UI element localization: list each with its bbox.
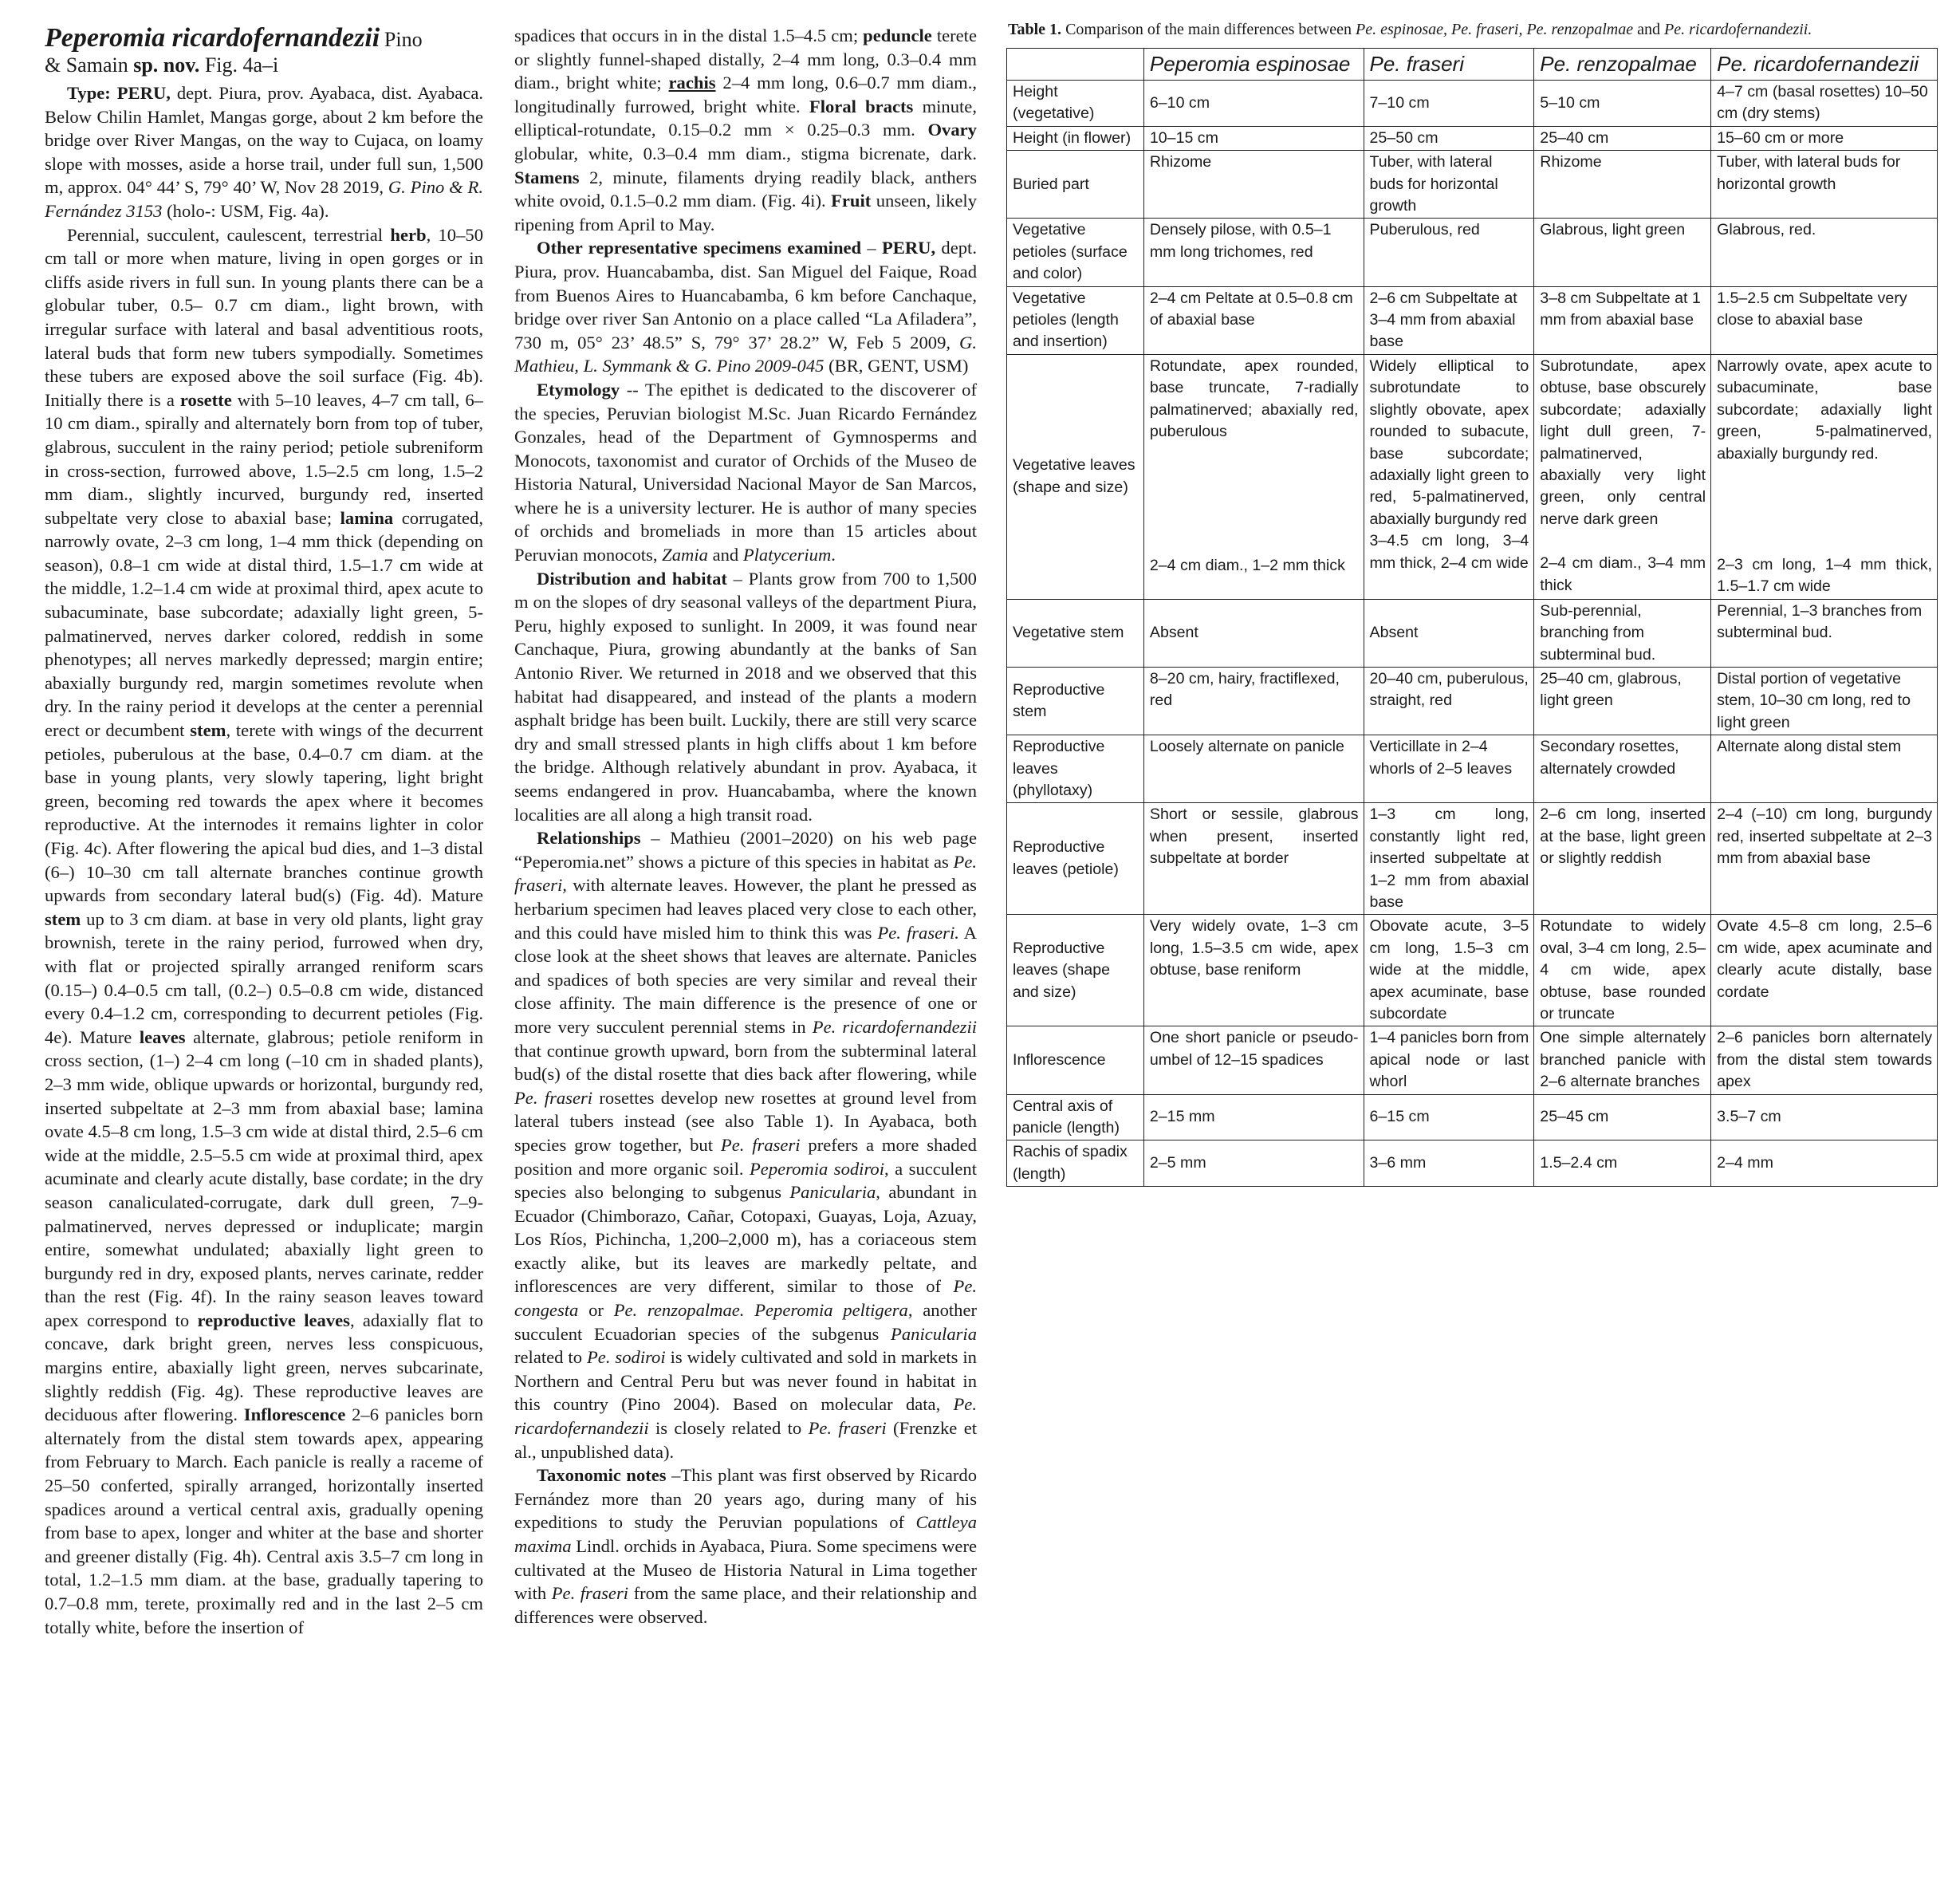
table-cell: Rotundate to widely oval, 3–4 cm long, 2.5–4 cm wide, apex obtuse, base rounded or truncate <box>1534 915 1711 1026</box>
leaf-shape: Subrotundate, apex obtuse, base obscurely subcordate; adaxially light dull green, 7-palmatinerved, abaxially very light green, only central nerve dark green <box>1540 357 1706 528</box>
distribution-heading: Distribution and habitat <box>537 568 727 589</box>
table-caption <box>1008 19 1938 40</box>
table-cell: 6–10 cm <box>1143 81 1364 127</box>
desc-text: unseen, likely ripening from April to May. <box>514 191 977 234</box>
rel-text: , abundant in Ecuador (Chimborazo, Cañar, Cotopaxi, Guayas, Loja, Azuay, Los Ríos, Pichincha, 1,200–2,000 m), has a coriaceous stem exactly alike, but its leaves are markedly peltate, and inflorescences are very different, similar to those of <box>514 1182 977 1297</box>
species-name: Pe. fraseri <box>720 1134 801 1155</box>
desc-text: , adaxially flat to concave, dark bright green, nerves less conspicuous, margins entire, abaxially light green, nerves subcarinate, slightly reddish (Fig. 4g). These reproductive leaves are deciduous after flowering. <box>45 1310 483 1425</box>
subgenus-name: Panicularia <box>789 1182 876 1203</box>
type-holotype: (holo-: USM, Fig. 4a). <box>167 200 329 221</box>
table-cell: 3–8 cm Subpeltate at 1 mm from abaxial base <box>1534 286 1711 354</box>
row-label: Rachis of spadix (length) <box>1007 1140 1144 1187</box>
leaf-size: 2–4 cm diam., 1–2 mm thick <box>1149 556 1345 574</box>
row-label: Vegetative leaves (shape and size) <box>1007 354 1144 599</box>
table-cell: 25–40 cm, glabrous, light green <box>1534 667 1711 735</box>
desc-text: globular, white, 0.3–0.4 mm diam., stigma bicrenate, dark. <box>514 143 977 163</box>
caption-species: Pe. espinosae, <box>1356 21 1448 38</box>
caption-text: Comparison of the main differences between <box>1065 21 1352 38</box>
specimens-heading: Other representative specimens examined <box>537 238 862 258</box>
table-cell: 25–40 cm <box>1534 126 1711 150</box>
table-cell: 2–15 mm <box>1143 1094 1364 1140</box>
table-cell <box>1534 354 1711 599</box>
table-cell: Perennial, 1–3 branches from subterminal bud. <box>1711 599 1938 667</box>
table-cell <box>1143 354 1364 599</box>
table-cell: 25–45 cm <box>1534 1094 1711 1140</box>
table-row <box>1007 81 1938 127</box>
rel-text: , a succulent species also belonging to subgenus <box>514 1158 977 1203</box>
table-cell: 6–15 cm <box>1364 1094 1534 1140</box>
row-label: Buried part <box>1007 151 1144 219</box>
row-label: Central axis of panicle (length) <box>1007 1094 1144 1140</box>
table-cell: 2–6 cm long, inserted at the base, light green or slightly reddish <box>1534 803 1711 915</box>
table-cell: Secondary rosettes, alternately crowded <box>1534 735 1711 803</box>
table-cell: One simple alternately branched panicle with 2–6 alternate branches <box>1534 1026 1711 1094</box>
table-cell: 2–4 mm <box>1711 1140 1938 1187</box>
species-name: Pe. renzopalmae. <box>613 1300 745 1321</box>
etymology-text: . <box>831 545 836 565</box>
desc-term: peduncle <box>863 26 932 45</box>
type-country: PERU, <box>116 83 171 103</box>
table-cell: 8–20 cm, hairy, fractiflexed, red <box>1143 667 1364 735</box>
table-cell: Sub-perennial, branching from subterminal bud. <box>1534 599 1711 667</box>
leaf-shape: Narrowly ovate, apex acute to subacuminate, base subcordate; adaxially light green, 5-palmatinerved, abaxially burgundy red. <box>1717 357 1932 463</box>
description-paragraph <box>45 223 483 1640</box>
caption-species: Pe. renzopalmae <box>1526 21 1634 38</box>
desc-term: leaves <box>139 1026 186 1047</box>
species-name: Peperomia peltigera <box>754 1300 908 1321</box>
table-cell: 10–15 cm <box>1143 126 1364 150</box>
species-heading-line2 <box>45 53 483 78</box>
table-row <box>1007 354 1938 599</box>
rel-text: rosettes develop new rosettes at ground level from lateral tubers instead (see also Table 1). In Ayabaca, both species grow together, but <box>514 1087 977 1155</box>
rel-text: with alternate leaves. However, the plant he pressed as herbarium specimen had leaves placed very close to each other, and this could have misled him to think this was <box>514 875 977 943</box>
rel-text: , another succulent Ecuadorian species of the subgenus <box>514 1300 977 1344</box>
subgenus-name: Panicularia <box>891 1323 977 1344</box>
species-name: Pe. sodiroi <box>586 1347 666 1368</box>
table-cell <box>1711 354 1938 599</box>
species-name: Pe. congesta <box>514 1276 977 1321</box>
table-row <box>1007 667 1938 735</box>
caption-text: and <box>1637 21 1661 38</box>
table-cell: Rhizome <box>1534 151 1711 219</box>
tax-text: –This plant was first observed by Ricardo Fernández more than 20 years ago, during many of his expeditions to study the Peruvian populations of <box>514 1465 977 1533</box>
header-cell: Pe. renzopalmae <box>1534 49 1711 81</box>
etymology-text: and <box>712 545 739 565</box>
sp-nov-label: sp. nov. <box>133 53 200 77</box>
desc-text: 2, minute, filaments drying readily black, anthers white ovoid, 0.1.5–0.2 mm diam. (Fig. 4i). <box>514 167 977 211</box>
table-cell: 25–50 cm <box>1364 126 1534 150</box>
caption-species: Pe. ricardofernandezii. <box>1664 21 1812 38</box>
type-label: Type: <box>67 83 111 103</box>
desc-term: Fruit <box>831 191 872 211</box>
etymology-text: -- The epithet is dedicated to the discoverer of the species, Peruvian biologist M.Sc. Juan Ricardo Fernández Gonzales, head of the Department of Gymnosperms and Monocots, taxonomist and curator of Orchids of the Museo de Historia Natural, Universidad Nacional Mayor de San Marcos, where he is a university lecturer. He is author of many species of orchids and bromeliads in more than 15 articles about Peruvian monocots, <box>514 379 977 565</box>
species-author: Pino <box>384 28 423 51</box>
table-cell: 20–40 cm, puberulous, straight, red <box>1364 667 1534 735</box>
distribution-text: – Plants grow from 700 to 1,500 m on the slopes of dry seasonal valleys of the department Piura, Peru, highly exposed to sunlight. In 2009, it was found near Canchaque, Piura, growing abundantly at the banks of San Antonio River. We returned in 2018 and we observed that this habitat had disappeared, and instead of the plants a modern asphalt bridge has been built. Luckily, there are still very scarce dry and small stressed plants in high cliffs about 1 km before the bridge. Although relatively abundant in prov. Ayabaca, it seems endangered in prov. Huancabamba, where the known localities are all along a high transit road. <box>514 568 977 825</box>
table-row <box>1007 126 1938 150</box>
table-cell: 1–3 cm long, constantly light red, inserted subpeltate at 1–2 mm from abaxial base <box>1364 803 1534 915</box>
table-row <box>1007 735 1938 803</box>
taxonomic-notes-heading: Taxonomic notes <box>537 1465 667 1486</box>
rel-text: prefers a more shaded position and more organic soil. <box>514 1134 977 1179</box>
species-name: Pe. fraseri. <box>877 922 959 943</box>
tax-text: Lindl. orchids in Ayabaca, Piura. Some specimens were cultivated at the Museo de Historia Natural in Lima together with <box>514 1536 977 1604</box>
table-row <box>1007 286 1938 354</box>
relationships-paragraph <box>514 826 977 1464</box>
table-cell: 2–4 cm Peltate at 0.5–0.8 cm of abaxial base <box>1143 286 1364 354</box>
row-label: Inflorescence <box>1007 1026 1144 1094</box>
table-row <box>1007 915 1938 1026</box>
desc-term: rachis <box>668 73 716 93</box>
table-cell: Rhizome <box>1143 151 1364 219</box>
table-row <box>1007 151 1938 219</box>
desc-term: stem <box>190 720 226 741</box>
table-cell: 5–10 cm <box>1534 81 1711 127</box>
table-row <box>1007 1026 1938 1094</box>
table-cell: Glabrous, red. <box>1711 219 1938 286</box>
description-continued <box>514 24 977 236</box>
desc-text: 2–6 panicles born alternately from the distal stem towards apex, appearing from February to March. Each panicle is really a raceme of 25–50 conferted, spirally arranged, horizontally inserted spadices around a vertical central axis, gradually opening from base to apex, longer and whiter at the base and shorter and greener distally (Fig. 4h). Central axis 3.5–7 cm long in total, 1.2–1.5 mm diam. at the base, gradually tapering to 0.7–0.8 mm, terete, proximally red and in the last 2–5 cm totally white, before the insertion of <box>45 1404 483 1637</box>
table-cell: 1.5–2.4 cm <box>1534 1140 1711 1187</box>
table-cell: 2–5 mm <box>1143 1140 1364 1187</box>
table-cell: 2–4 (–10) cm long, burgundy red, inserted subpeltate at 2–3 mm from abaxial base <box>1711 803 1938 915</box>
species-name: Pe. fraseri, <box>514 851 977 896</box>
table-cell: 2–6 panicles born alternately from the distal stem towards apex <box>1711 1026 1938 1094</box>
rel-text: (Frenzke et al., unpublished data). <box>514 1418 978 1462</box>
row-label: Height (vegetative) <box>1007 81 1144 127</box>
rel-text: or <box>588 1300 604 1321</box>
desc-term: Inflorescence <box>243 1404 346 1425</box>
desc-text: , 10–50 cm tall or more when mature, living in open gorges or in cliffs aside rivers in full sun. In young plants there can be a globular tuber, 0.5– 0.7 cm diam., light brown, with irregular surface with lateral and basal adventitious roots, lateral buds that form new tubers sympodially. Sometimes these tubers are exposed above the soil surface (Fig. 4b). Initially there is a <box>45 224 483 410</box>
specimens-country: PERU, <box>881 238 936 258</box>
species-name: Cattleya maxima <box>514 1512 977 1556</box>
table-row <box>1007 1094 1938 1140</box>
table-cell: Glabrous, light green <box>1534 219 1711 286</box>
leaf-size: 2–4 cm diam., 3–4 mm thick <box>1540 554 1706 594</box>
row-label: Reproductive leaves (phyllotaxy) <box>1007 735 1144 803</box>
row-label: Vegetative stem <box>1007 599 1144 667</box>
header-cell: Pe. fraseri <box>1364 49 1534 81</box>
row-label: Reproductive stem <box>1007 667 1144 735</box>
taxonomic-notes-paragraph <box>514 1464 977 1629</box>
species-name: Pe. ricardofernandezii <box>514 1394 977 1439</box>
table-cell: Verticillate in 2–4 whorls of 2–5 leaves <box>1364 735 1534 803</box>
genus-name: Zamia <box>662 545 708 565</box>
desc-term: Stamens <box>514 167 580 187</box>
table-cell: Absent <box>1364 599 1534 667</box>
table-cell: 1–4 panicles born from apical node or last whorl <box>1364 1026 1534 1094</box>
row-label: Vegetative petioles (length and insertion) <box>1007 286 1144 354</box>
desc-text: , terete with wings of the decurrent petioles, puberulous at the base, 0.4–0.7 cm diam. at the base in young plants, very slowly tapering, light bright green, becoming red towards the apex where it becomes reproductive. At the internodes it remains lighter in color (Fig. 4c). After flowering the apical bud dies, and 1–3 distal (6–) 10–30 cm tall alternate branches continue growth upwards from secondary lateral bud(s) (Fig. 4d). Mature <box>45 720 483 906</box>
row-label: Height (in flower) <box>1007 126 1144 150</box>
table-row <box>1007 599 1938 667</box>
tax-text: from the same place, and their relationship and differences were observed. <box>514 1583 978 1627</box>
header-cell: Pe. ricardofernandezii <box>1711 49 1938 81</box>
desc-text: terete or slightly funnel-shaped distally, 2–4 mm long, 0.3–0.4 mm diam., bright white; <box>514 26 977 93</box>
table-cell: Loosely alternate on panicle <box>1143 735 1364 803</box>
table-cell <box>1364 354 1534 599</box>
type-collectors: G. Pino & R. Fernández 3153 <box>45 177 483 221</box>
rel-text: that continue growth upward, born from the subterminal lateral bud(s) of the distal rosette that dies back after flowering, while <box>514 1040 977 1085</box>
desc-text: 2–4 mm long, 0.6–0.7 mm diam., longitudinally furrowed, bright white. <box>514 73 977 116</box>
desc-text: spadices that occurs in in the distal 1.5–4.5 cm; <box>514 26 859 45</box>
table-cell: Very widely ovate, 1–3 cm long, 1.5–3.5 cm wide, apex obtuse, base reniform <box>1143 915 1364 1026</box>
species-name: Pe. fraseri <box>514 1087 593 1108</box>
desc-text: minute, elliptical-rotundate, 0.15–0.2 mm × 0.25–0.3 mm. <box>514 96 977 140</box>
table-cell: 3.5–7 cm <box>1711 1094 1938 1140</box>
table-cell: 2–6 cm Subpeltate at 3–4 mm from abaxial base <box>1364 286 1534 354</box>
desc-term: rosette <box>179 389 232 410</box>
rel-text: – Mathieu (2001–2020) on his web page “Peperomia.net” shows a picture of this species in habitat as <box>514 828 977 872</box>
desc-text: with 5–10 leaves, 4–7 cm tall, 6–10 cm diam., spirally and alternately born from top of tuber, glabrous, succulent in the rainy period; petiole subreniform in cross-section, furrowed above, 1.5–2.5 cm long, 1.5–2 mm diam., slightly incurved, burgundy red, inserted subpeltate very close to abaxial base; <box>45 389 483 528</box>
table-cell: 15–60 cm or more <box>1711 126 1938 150</box>
header-cell: Peperomia espinosae <box>1143 49 1364 81</box>
figure-reference: Fig. 4a–i <box>204 53 279 77</box>
specimens-paragraph <box>514 236 977 378</box>
species-author-2: & Samain <box>45 53 128 77</box>
desc-text: corrugated, narrowly ovate, 2–3 cm long, 1–4 mm thick (depending on season), 0.8–1 cm wide at distal third, 1.5–1.7 cm wide at the middle, 1.2–1.4 cm wide at proximal third, apex acute to subacuminate, base subcordate; adaxially light green, 5-palmatinerved, nerves darker colored, reddish in some phenotypes; all nerves markedly depressed; margin entire; abaxially burgundy red, margin sometimes revolute when dry. In the rainy period it develops at the center a perennial erect or decumbent <box>45 507 483 741</box>
comparison-table <box>1006 48 1938 1187</box>
table-label: Table 1. <box>1008 21 1062 38</box>
table-cell: 7–10 cm <box>1364 81 1534 127</box>
table-cell: Short or sessile, glabrous when present, inserted subpeltate at border <box>1143 803 1364 915</box>
row-label: Vegetative petioles (surface and color) <box>1007 219 1144 286</box>
species-title: Peperomia ricardofernandezii <box>45 23 380 53</box>
leaf-size: 3–4.5 cm long, 3–4 mm thick, 2–4 cm wide <box>1369 532 1529 572</box>
relationships-heading: Relationships <box>537 828 641 849</box>
species-heading <box>45 24 483 53</box>
species-name: Peperomia sodiroi <box>750 1158 884 1179</box>
caption-species: Pe. fraseri, <box>1451 21 1523 38</box>
type-locality: dept. Piura, prov. Ayabaca, dist. Ayabaca. Below Chilin Hamlet, Mangas gorge, about 2 km before the bridge over River Mangas, on the way to Cujaca, on loamy slope with mosses, aside a horse trail, under full sun, 1,500 m, approx. 04° 44’ S, 79° 40’ W, Nov 28 2019, <box>45 83 483 198</box>
type-paragraph <box>45 81 483 223</box>
desc-term: stem <box>45 908 81 929</box>
dash: – <box>867 238 876 258</box>
genus-name: Platycerium <box>742 545 832 565</box>
table-cell: Tuber, with lateral buds for horizontal growth <box>1364 151 1534 219</box>
table-row <box>1007 1140 1938 1187</box>
rel-text: A close look at the sheet shows that leaves are alternate. Panicles and spadices of both species are very similar and reveal their close affinity. The main difference is the presence of one or more very succulent perennial stems in <box>514 922 977 1037</box>
table-cell: 4–7 cm (basal rosettes) 10–50 cm (dry stems) <box>1711 81 1938 127</box>
table-cell: Puberulous, red <box>1364 219 1534 286</box>
specimens-herbaria: (BR, GENT, USM) <box>828 356 969 376</box>
table-cell: 3–6 mm <box>1364 1140 1534 1187</box>
desc-term: Ovary <box>927 120 977 140</box>
specimens-text: dept. Piura, prov. Huancabamba, dist. San Miguel del Faique, Road from Buenos Aires to Huancabamba, 6 km before Canchaque, bridge over river San Antonio on a place called “La Afiladera”, 730 m, 05° 23’ 48.5” S, 79° 37’ 28.2” W, Feb 5 2009, <box>514 238 977 353</box>
desc-term: reproductive leaves <box>197 1310 350 1330</box>
leaf-shape: Widely elliptical to subrotundate to slightly obovate, apex rounded to subacute, base subcordate; adaxially light green to red, 5-palmatinerved, abaxially burgundy red <box>1369 357 1529 528</box>
header-cell <box>1007 49 1144 81</box>
desc-text: Perennial, succulent, caulescent, terrestrial <box>67 224 384 245</box>
rel-text: is widely cultivated and sold in markets in Northern and Central Peru but was never found in habitat in this country (Pino 2004). Based on molecular data, <box>514 1347 977 1415</box>
desc-text: alternate, glabrous; petiole reniform in cross section, (1–) 2–4 cm long (–10 cm in shaded plants), 2–3 mm wide, oblique upwards or horizontal, burgundy red, inserted subpeltate at 2–3 mm from abaxial base; lamina ovate 4.5–8 cm long, 1.5–3 cm wide at distal third, 2.5–6 cm wide at the middle, 2.5–5.5 cm wide at proximal third, apex acuminate and clearly acute distally, base cordate; in the dry season canaliculated-corrugate, dark dull green, 7–9-palmatinerved, nerves depressed or induplicate; margin entire, somewhat undulated; abaxially light green to burgundy red in dry, exposed plants, nerves carinate, redder than the rest (Fig. 4f). In the rainy season leaves toward apex correspond to <box>45 1026 484 1330</box>
distribution-paragraph <box>514 567 977 827</box>
table-cell: Ovate 4.5–8 cm long, 2.5–6 cm wide, apex acuminate and clearly acute distally, base cordate <box>1711 915 1938 1026</box>
species-name: Pe. fraseri <box>808 1418 887 1439</box>
species-name: Pe. fraseri <box>551 1583 629 1604</box>
leaf-size: 2–3 cm long, 1–4 mm thick, 1.5–1.7 cm wide <box>1717 555 1932 596</box>
table-cell: Alternate along distal stem <box>1711 735 1938 803</box>
etymology-heading: Etymology <box>537 379 620 400</box>
middle-text-column <box>514 24 977 1629</box>
rel-text: is closely related to <box>655 1418 802 1439</box>
table-section <box>1006 19 1938 1187</box>
table-cell: Obovate acute, 3–5 cm long, 1.5–3 cm wide at the middle, apex acuminate, base subcordate <box>1364 915 1534 1026</box>
specimens-collectors: G. Mathieu, L. Symmank & G. Pino 2009-045 <box>514 332 977 376</box>
desc-text: up to 3 cm diam. at base in very old plants, light gray brownish, terete in the rainy period, furrowed when dry, with flat or projected spirally arranged reniform scars (0.15–) 0.4–0.5 cm tall, (0.2–) 0.5–0.8 cm wide, distanced every 0.4–1.2 cm, corresponding to decurrent petioles (Fig. 4e). Mature <box>45 908 483 1047</box>
desc-term: lamina <box>340 507 394 528</box>
table-cell: Absent <box>1143 599 1364 667</box>
table-cell: Tuber, with lateral buds for horizontal growth <box>1711 151 1938 219</box>
desc-term: herb <box>390 224 427 245</box>
leaf-shape: Rotundate, apex rounded, base truncate, 7-radially palmatinerved; abaxially red, puberulous <box>1149 357 1359 441</box>
etymology-paragraph <box>514 378 977 567</box>
table-cell: One short panicle or pseudo-umbel of 12–15 spadices <box>1143 1026 1364 1094</box>
rel-text: related to <box>514 1347 583 1368</box>
table-cell: 1.5–2.5 cm Subpeltate very close to abaxial base <box>1711 286 1938 354</box>
row-label: Reproductive leaves (shape and size) <box>1007 915 1144 1026</box>
desc-term: Floral bracts <box>809 96 914 116</box>
left-text-column <box>45 24 483 1639</box>
table-header-row <box>1007 49 1938 81</box>
table-cell: Densely pilose, with 0.5–1 mm long trichomes, red <box>1143 219 1364 286</box>
table-row <box>1007 803 1938 915</box>
table-cell: Distal portion of vegetative stem, 10–30 cm long, red to light green <box>1711 667 1938 735</box>
row-label: Reproductive leaves (petiole) <box>1007 803 1144 915</box>
table-row <box>1007 219 1938 286</box>
species-name: Pe. ricardofernandezii <box>812 1016 977 1037</box>
